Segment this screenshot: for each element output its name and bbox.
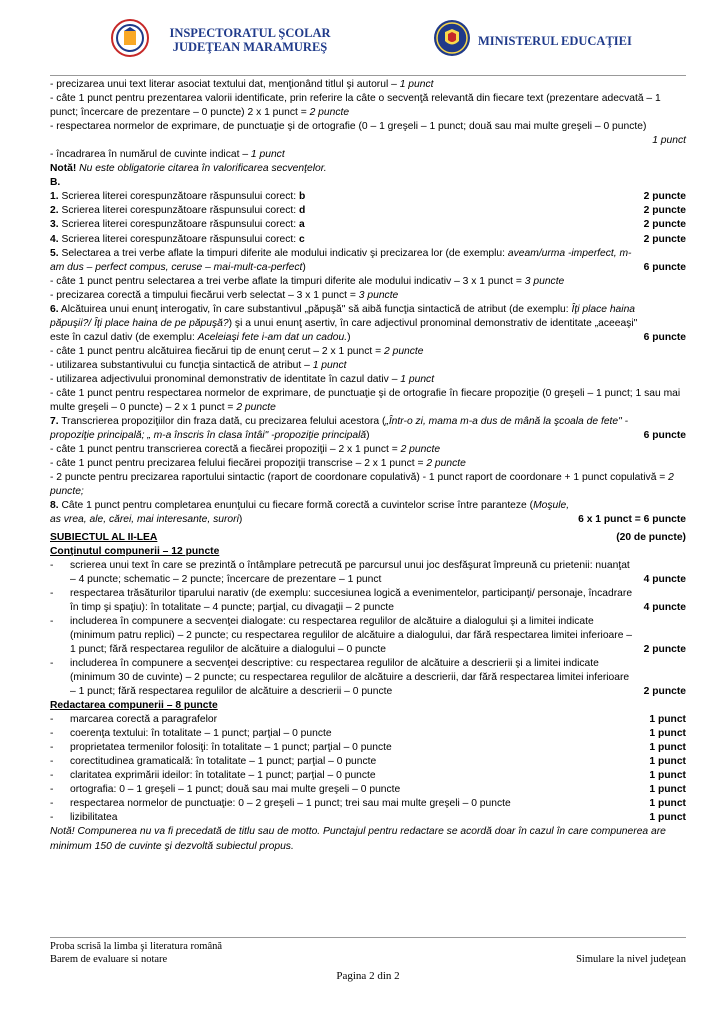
page-footer [50, 940, 686, 983]
header-divider [50, 75, 686, 76]
text-line: - câte 1 punct pentru prezentarea valorii identificate, prin referire la câte o secvenţă relevantă din fiecare text (prezentare adecvată – 1 punct; încercare de prezentare – 0 puncte) 2 x 1 punct = 2 puncte [50, 93, 661, 119]
list-item: - includerea în compunere a secvenţei descriptive: cu respectarea regulilor de alcătuire a descrierii şi a limitei indicate (minimum 30 de cuvinte) – 2 puncte; cu respectarea regulilor de alcătuire a descrierii, dar fără respectarea limitei inferioare – 1 punct; fără respectarea regulilor de alcătuire a descrierii – 0 puncte 2 puncte [50, 657, 686, 698]
item-b1: 1. Scrierea literei corespunzătoare răspunsului corect: b 2 puncte [50, 191, 686, 203]
footer-simulation: Simulare la nivel judeţean [576, 954, 686, 965]
item-b6: 6. Alcătuirea unui enunţ interogativ, în care substantivul „păpuşă" să aibă funcţia sintactică de atribut (de exemplu: Îţi place haina păpuşii?/ Îţi place haina de pe păpuşă?) şi a unui enunţ asertiv, în care adjectivul pronominal demonstrativ de identitate „aceeaşi" este în cazul dativ (de exemplu: Aceleiaşi fete i-am dat un cadou.) 6 puncte [50, 303, 686, 343]
page-header [0, 14, 724, 72]
text-line: - câte 1 punct pentru respectarea normelor de exprimare, de punctuaţie şi de ortografie în fiecare propoziţie (0 greşeli – 1 punct; 1 sau mai multe greşeli – 0 puncte) – 2 x 1 punct = 2 puncte [50, 388, 681, 414]
item-b7: 7. Transcrierea propoziţiilor din fraza dată, cu precizarea felului acestora („Într-o zi, mama m-a dus de mână la şcoala de fete" - propoziţie principală; „ m-a înscris în clasa întâi" -propoziţie principală) 6 puncte [50, 416, 686, 442]
list-item: - ortografia: 0 – 1 greşeli – 1 punct; două sau mai multe greşeli – 0 puncte 1 punct [50, 784, 686, 796]
ministry-name: MINISTERUL EDUCAŢIEI [478, 34, 632, 48]
footer-exam: Proba scrisă la limba şi literatura română [50, 941, 223, 952]
list-item: - respectarea normelor de punctuaţie: 0 – 2 greşeli – 1 punct; trei sau mai multe greşeli – 0 puncte 1 punct [50, 798, 686, 810]
list-item: - claritatea exprimării ideilor: în totalitate – 1 punct; parţial – 0 puncte 1 punct [50, 770, 686, 782]
list-item: - corectitudinea gramaticală: în totalitate – 1 punct; parţial – 0 puncte 1 punct [50, 756, 686, 768]
isj-logo-icon [110, 18, 150, 58]
item-b4: 4. Scrierea literei corespunzătoare răspunsului corect: c 2 puncte [50, 233, 686, 245]
inspectorate-line1: INSPECTORATUL ŞCOLAR [169, 26, 331, 40]
text-line: - precizarea corectă a timpului fiecărui verb selectat – 3 x 1 punct = 3 puncte [50, 289, 399, 301]
list-item: - proprietatea termenilor folosiţi: în totalitate – 1 punct; parţial – 0 puncte 1 punct [50, 742, 686, 754]
document-body [50, 78, 686, 854]
list-item: - scrierea unui text în care se prezintă o întâmplare petrecută pe parcursul unui joc desfăşurat împreună cu prietenii: nuanţat – 4 puncte; schematic – 2 puncte; încercare de prezentare – 1 punct 4 puncte [50, 559, 686, 585]
page-number: Pagina 2 din 2 [336, 970, 400, 982]
inspectorate-name [150, 26, 350, 54]
list-item: - includerea în compunere a secvenţei dialogate: cu respectarea regulilor de alcătuire a dialogului şi a limitei indicate (minimum patru replici) – 2 puncte; cu respectarea regulilor de alcătuire a dialogului, dar fără respectarea limitei inferioare – 1 punct; fără respectarea regulilor de alcătuire a dialogului – 0 puncte 2 puncte [50, 615, 686, 655]
inspectorate-line2: JUDEŢEAN MARAMUREŞ [172, 40, 328, 54]
points-line: 1 punct [652, 135, 686, 147]
text-line: - precizarea unui text literar asociat textului dat, menţionând titlul şi autorul – 1 punct [50, 79, 434, 90]
list-item: - lizibilitatea 1 punct [50, 812, 686, 824]
list-item: - marcarea corectă a paragrafelor 1 punct [50, 714, 686, 726]
footer-barem: Barem de evaluare si notare [50, 954, 168, 965]
text-line: - 2 puncte pentru precizarea raportului sintactic (raport de coordonare copulativă) - 1 punct raport de coordonare + 1 punct copulativă = 2 puncte; [50, 472, 674, 498]
text-line: - câte 1 punct pentru precizarea felului fiecărei propoziţii transcrise – 2 x 1 punct = 2 puncte [50, 458, 466, 470]
footer-divider [50, 937, 686, 938]
item-b5: 5. Selectarea a trei verbe aflate la timpuri diferite ale modului indicativ şi precizarea lor (de exemplu: aveam/urma -imperfect, m-am dus – perfect compus, ceruse – mai-mult-ca-perfect) 6 puncte [50, 247, 686, 273]
item-b2: 2. Scrierea literei corespunzătoare răspunsului corect: d 2 puncte [50, 205, 686, 217]
text-line: - respectarea normelor de exprimare, de punctuaţie şi de ortografie (0 – 1 greşeli – 1 punct; două sau mai multe greşeli – 0 puncte) [50, 121, 647, 133]
text-line: - încadrarea în numărul de cuvinte indicat – 1 punct [50, 149, 285, 161]
note: Notă! Nu este obligatorie citarea în valorificarea secvenţelor. [50, 163, 327, 175]
content-heading: Conţinutul compunerii – 12 puncte [50, 545, 220, 557]
redaction-heading: Redactarea compunerii – 8 puncte [50, 700, 218, 712]
text-line: - câte 1 punct pentru alcătuirea fiecărui tip de enunţ cerut – 2 x 1 punct = 2 puncte [50, 345, 424, 357]
section-2-heading: SUBIECTUL AL II-LEA (20 de puncte) [50, 531, 686, 543]
text-line: - câte 1 punct pentru transcrierea corectă a fiecărei propoziţii – 2 x 1 punct = 2 puncte [50, 444, 441, 456]
text-line: - utilizarea substantivului cu funcţia sintactică de atribut – 1 punct [50, 359, 347, 371]
list-item: - coerenţa textului: în totalitate – 1 punct; parţial – 0 puncte 1 punct [50, 728, 686, 740]
item-b3: 3. Scrierea literei corespunzătoare răspunsului corect: a 2 puncte [50, 219, 686, 231]
government-crest-icon [432, 18, 472, 58]
section-b-heading: B. [50, 177, 61, 189]
text-line: - utilizarea adjectivului pronominal demonstrativ de identitate în cazul dativ – 1 punct [50, 373, 435, 385]
final-note: Notă! Compunerea nu va fi precedată de titlu sau de motto. Punctajul pentru redactare se acordă doar în cazul în care compunerea are minimum 150 de cuvinte şi dezvoltă subiectul propus. [50, 826, 666, 852]
footer-row [50, 953, 686, 966]
item-b8: 8. Câte 1 punct pentru completarea enunţului cu fiecare formă corectă a cuvintelor scrise între paranteze (Moşule, as vrea, ale, cărei, mai interesante, surori) 6 x 1 punct = 6 puncte [50, 500, 686, 526]
list-item: - respectarea trăsăturilor tiparului narativ (de exemplu: succesiunea logică a evenimentelor, participanţi/ personaje, încadrare în timp şi spaţiu): în totalitate – 4 puncte; parţial, cu divagaţii – 2 puncte 4 puncte [50, 587, 686, 613]
text-line: - câte 1 punct pentru selectarea a trei verbe aflate la timpuri diferite ale modului indicativ – 3 x 1 punct = 3 puncte [50, 275, 565, 287]
